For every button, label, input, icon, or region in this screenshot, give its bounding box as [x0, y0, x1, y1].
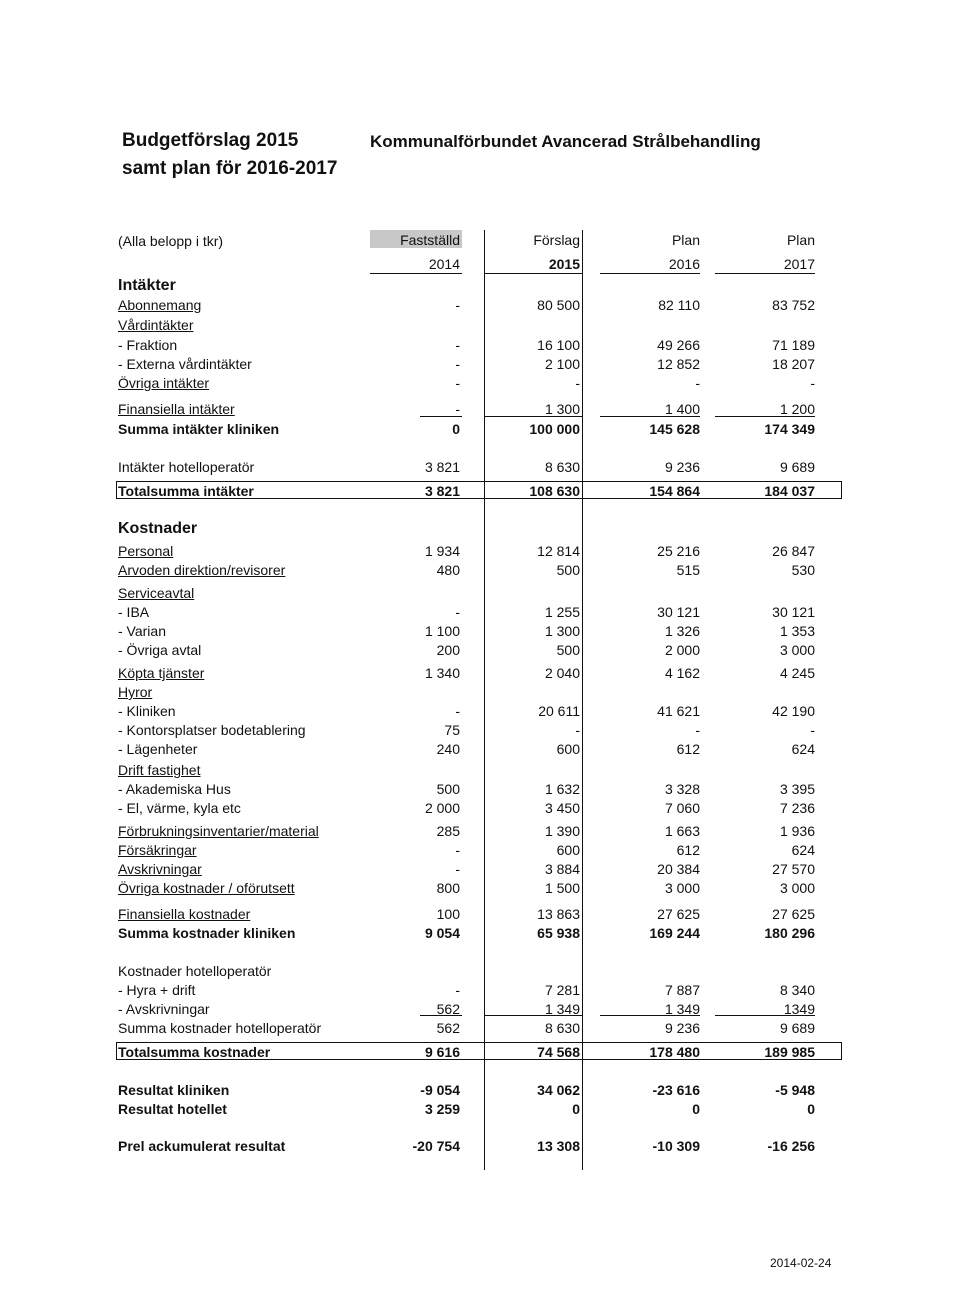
row-value-col3: 1 200 [779, 401, 815, 417]
col-header-2015-label: Förslag [533, 232, 580, 248]
page-subtitle: samt plan för 2016-2017 [122, 158, 338, 179]
row-label: - Lägenheter [118, 741, 198, 757]
row-label: Kostnader hotelloperatör [118, 963, 272, 979]
row-value-col2: 30 121 [657, 604, 700, 620]
row-value-col3: 174 349 [764, 421, 815, 437]
row-value-col2: 612 [676, 842, 700, 858]
row-label: Totalsumma kostnader [118, 1044, 271, 1060]
row-value-col0: 200 [436, 642, 460, 658]
row-value-col2: 1 326 [664, 623, 700, 639]
row-value-col0: 1 100 [424, 623, 460, 639]
row-value-col3: 3 000 [779, 642, 815, 658]
col-header-2017-label: Plan [786, 232, 815, 248]
row-label: - Externa vårdintäkter [118, 356, 252, 372]
table-row [0, 683, 960, 702]
table-row [0, 561, 960, 580]
row-label: - Akademiska Hus [118, 781, 231, 797]
row-value-col1: 2 040 [544, 665, 580, 681]
row-label: Personal [118, 543, 174, 559]
table-row [0, 1000, 960, 1019]
row-value-col0: 800 [436, 880, 460, 896]
table-row [0, 296, 960, 315]
row-label: Köpta tjänster [118, 665, 205, 681]
row-value-col3: 27 625 [772, 906, 815, 922]
row-value-col0: - [455, 861, 460, 877]
table-row [0, 981, 960, 1000]
row-value-col1: 13 308 [537, 1138, 580, 1154]
row-value-col0: -9 054 [420, 1082, 460, 1098]
row-value-col2: 1 663 [664, 823, 700, 839]
row-label: - Hyra + drift [118, 982, 196, 998]
row-value-col1: 34 062 [537, 1082, 580, 1098]
header-underline [370, 273, 462, 274]
row-value-col1: 2 100 [544, 356, 580, 372]
row-value-col1: 65 938 [537, 925, 580, 941]
table-row [0, 702, 960, 721]
row-value-col0: -20 754 [412, 1138, 460, 1154]
table-row [0, 458, 960, 477]
row-value-col0: - [455, 842, 460, 858]
row-value-col3: 180 296 [764, 925, 815, 941]
row-value-col1: 0 [572, 1101, 580, 1117]
col-header-2014-label: Fastställd [400, 232, 460, 248]
row-value-col2: 145 628 [649, 421, 700, 437]
row-value-col1: 500 [556, 642, 580, 658]
row-label: - Varian [118, 623, 166, 639]
row-value-col3: 42 190 [772, 703, 815, 719]
row-value-col3: 184 037 [764, 483, 815, 499]
row-value-col1: 8 630 [544, 459, 580, 475]
row-label: - IBA [118, 604, 150, 620]
table-row [0, 905, 960, 924]
row-value-col2: - [695, 375, 700, 391]
table-row [0, 924, 960, 943]
row-label: Övriga kostnader / oförutsett [118, 880, 295, 896]
row-value-col0: 3 821 [424, 459, 460, 475]
row-label: Finansiella kostnader [118, 906, 251, 922]
row-value-col1: 600 [556, 741, 580, 757]
table-row [0, 799, 960, 818]
row-value-col3: 71 189 [772, 337, 815, 353]
row-value-col1: 100 000 [529, 421, 580, 437]
row-value-col3: 9 689 [779, 1020, 815, 1036]
table-row [0, 374, 960, 393]
row-value-col1: 1 349 [544, 1001, 580, 1017]
row-value-col2: 3 328 [664, 781, 700, 797]
table-row [0, 542, 960, 561]
row-label: Resultat kliniken [118, 1082, 230, 1098]
table-row [0, 400, 960, 419]
row-value-col3: 83 752 [772, 297, 815, 313]
table-row [0, 761, 960, 780]
table-row [0, 1081, 960, 1100]
row-value-col2: 1 400 [664, 401, 700, 417]
row-value-col0: 240 [436, 741, 460, 757]
row-value-col1: - [575, 375, 580, 391]
header-underline [600, 273, 700, 274]
row-label: Summa kostnader kliniken [118, 925, 296, 941]
row-value-col3: 3 395 [779, 781, 815, 797]
row-value-col2: 41 621 [657, 703, 700, 719]
row-value-col1: 3 884 [544, 861, 580, 877]
row-value-col1: 1 300 [544, 401, 580, 417]
row-value-col0: 9 054 [424, 925, 460, 941]
table-row [0, 420, 960, 439]
row-label: Arvoden direktion/revisorer [118, 562, 286, 578]
table-row [0, 603, 960, 622]
row-value-col0: 500 [436, 781, 460, 797]
row-value-col0: - [455, 401, 460, 417]
row-value-col0: 285 [436, 823, 460, 839]
amounts-note: (Alla belopp i tkr) [118, 233, 224, 249]
row-label: Hyror [118, 684, 153, 700]
table-row [0, 355, 960, 374]
row-value-col0: - [455, 703, 460, 719]
row-label: Intäkter hotelloperatör [118, 459, 255, 475]
table-row [0, 962, 960, 981]
row-value-col0: 100 [436, 906, 460, 922]
row-value-col3: 30 121 [772, 604, 815, 620]
row-value-col2: 7 887 [664, 982, 700, 998]
row-value-col2: -10 309 [652, 1138, 700, 1154]
row-value-col1: 1 500 [544, 880, 580, 896]
table-row [0, 622, 960, 641]
row-value-col3: 26 847 [772, 543, 815, 559]
row-value-col1: 1 632 [544, 781, 580, 797]
row-label: - Kontorsplatser bodetablering [118, 722, 306, 738]
row-value-col3: 7 236 [779, 800, 815, 816]
row-label: - Kliniken [118, 703, 176, 719]
row-value-col2: 178 480 [649, 1044, 700, 1060]
row-value-col1: 600 [556, 842, 580, 858]
row-value-col2: 154 864 [649, 483, 700, 499]
row-value-col0: 562 [436, 1020, 460, 1036]
row-value-col1: 1 300 [544, 623, 580, 639]
row-value-col0: 480 [436, 562, 460, 578]
row-value-col3: 1 936 [779, 823, 815, 839]
row-value-col2: 25 216 [657, 543, 700, 559]
row-value-col2: 20 384 [657, 861, 700, 877]
row-value-col2: 0 [692, 1101, 700, 1117]
table-row [0, 664, 960, 683]
row-label: Prel ackumulerat resultat [118, 1138, 286, 1154]
row-value-col3: 4 245 [779, 665, 815, 681]
row-value-col2: 169 244 [649, 925, 700, 941]
row-value-col3: 189 985 [764, 1044, 815, 1060]
row-value-col3: 624 [791, 842, 815, 858]
header-underline [715, 273, 815, 274]
section-heading-intakter: Intäkter [118, 277, 176, 294]
row-value-col1: 80 500 [537, 297, 580, 313]
row-value-col2: 49 266 [657, 337, 700, 353]
row-value-col0: 3 259 [424, 1101, 460, 1117]
row-label: Avskrivningar [118, 861, 202, 877]
row-label: - El, värme, kyla etc [118, 800, 241, 816]
row-value-col0: 75 [444, 722, 460, 738]
row-label: Förbrukningsinventarier/material [118, 823, 319, 839]
row-label: Drift fastighet [118, 762, 201, 778]
header-underline [484, 273, 582, 274]
row-value-col2: 3 000 [664, 880, 700, 896]
row-value-col3: 27 570 [772, 861, 815, 877]
table-row [0, 721, 960, 740]
row-label: Försäkringar [118, 842, 197, 858]
table-row [0, 740, 960, 759]
row-label: - Fraktion [118, 337, 178, 353]
row-value-col1: 3 450 [544, 800, 580, 816]
row-value-col2: - [695, 722, 700, 738]
row-label: Finansiella intäkter [118, 401, 235, 417]
section-heading-kostnader: Kostnader [118, 520, 198, 537]
row-value-col2: 515 [676, 562, 700, 578]
row-value-col3: 8 340 [779, 982, 815, 998]
row-label: Totalsumma intäkter [118, 483, 254, 499]
row-label: Resultat hotellet [118, 1101, 227, 1117]
row-value-col0: - [455, 982, 460, 998]
row-value-col3: 624 [791, 741, 815, 757]
row-value-col3: 9 689 [779, 459, 815, 475]
row-label: Summa intäkter kliniken [118, 421, 280, 437]
row-value-col0: - [455, 337, 460, 353]
row-label: - Övriga avtal [118, 642, 202, 658]
row-value-col3: 1 353 [779, 623, 815, 639]
row-value-col1: 74 568 [537, 1044, 580, 1060]
row-value-col0: - [455, 375, 460, 391]
table-row [0, 860, 960, 879]
row-value-col2: 9 236 [664, 459, 700, 475]
row-value-col1: 8 630 [544, 1020, 580, 1036]
row-value-col0: 2 000 [424, 800, 460, 816]
row-value-col1: 1 255 [544, 604, 580, 620]
row-value-col1: - [575, 722, 580, 738]
col-header-2016-year: 2016 [668, 256, 700, 272]
row-value-col3: 530 [791, 562, 815, 578]
row-value-col3: - [810, 375, 815, 391]
col-header-2017-year: 2017 [783, 256, 815, 272]
table-row [0, 584, 960, 603]
row-value-col3: - [810, 722, 815, 738]
row-value-col2: 4 162 [664, 665, 700, 681]
col-header-2016-label: Plan [671, 232, 700, 248]
table-row [0, 482, 960, 501]
row-value-col1: 7 281 [544, 982, 580, 998]
row-value-col2: 9 236 [664, 1020, 700, 1036]
row-value-col2: 1 349 [664, 1001, 700, 1017]
col-header-2014-year: 2014 [428, 256, 460, 272]
row-label: Abonnemang [118, 297, 202, 313]
row-value-col0: 3 821 [424, 483, 460, 499]
row-value-col2: 612 [676, 741, 700, 757]
row-value-col3: 18 207 [772, 356, 815, 372]
table-row [0, 879, 960, 898]
row-value-col2: -23 616 [652, 1082, 700, 1098]
table-row [0, 316, 960, 335]
row-value-col0: 0 [452, 421, 460, 437]
row-value-col0: - [455, 604, 460, 620]
row-value-col2: 12 852 [657, 356, 700, 372]
row-value-col2: 7 060 [664, 800, 700, 816]
table-row [0, 841, 960, 860]
row-value-col3: 1349 [783, 1001, 815, 1017]
row-value-col3: -5 948 [775, 1082, 815, 1098]
row-label: Serviceavtal [118, 585, 195, 601]
row-value-col0: 1 934 [424, 543, 460, 559]
row-value-col1: 16 100 [537, 337, 580, 353]
row-value-col2: 2 000 [664, 642, 700, 658]
row-value-col1: 12 814 [537, 543, 580, 559]
row-value-col0: 562 [436, 1001, 460, 1017]
row-label: Summa kostnader hotelloperatör [118, 1020, 322, 1036]
row-label: - Avskrivningar [118, 1001, 210, 1017]
row-label: Övriga intäkter [118, 375, 210, 391]
row-value-col2: 27 625 [657, 906, 700, 922]
organization-name: Kommunalförbundet Avancerad Strålbehandling [370, 132, 761, 151]
table-row [0, 336, 960, 355]
table-row [0, 822, 960, 841]
table-row [0, 780, 960, 799]
row-value-col3: -16 256 [767, 1138, 815, 1154]
page-title: Budgetförslag 2015 [122, 130, 299, 151]
row-value-col2: 82 110 [658, 297, 700, 313]
row-value-col3: 0 [807, 1101, 815, 1117]
row-value-col1: 20 611 [538, 703, 580, 719]
col-header-2015-year: 2015 [548, 256, 580, 272]
table-row [0, 1019, 960, 1038]
row-value-col0: - [455, 356, 460, 372]
row-value-col1: 500 [556, 562, 580, 578]
table-row [0, 1137, 960, 1156]
row-value-col0: - [455, 297, 460, 313]
row-value-col3: 3 000 [779, 880, 815, 896]
row-value-col1: 1 390 [544, 823, 580, 839]
document-date: 2014-02-24 [770, 1256, 832, 1270]
row-label: Vårdintäkter [118, 317, 194, 333]
table-row [0, 1100, 960, 1119]
row-value-col1: 13 863 [537, 906, 580, 922]
table-row [0, 641, 960, 660]
table-row [0, 1043, 960, 1062]
row-value-col0: 9 616 [424, 1044, 460, 1060]
row-value-col0: 1 340 [424, 665, 460, 681]
row-value-col1: 108 630 [529, 483, 580, 499]
